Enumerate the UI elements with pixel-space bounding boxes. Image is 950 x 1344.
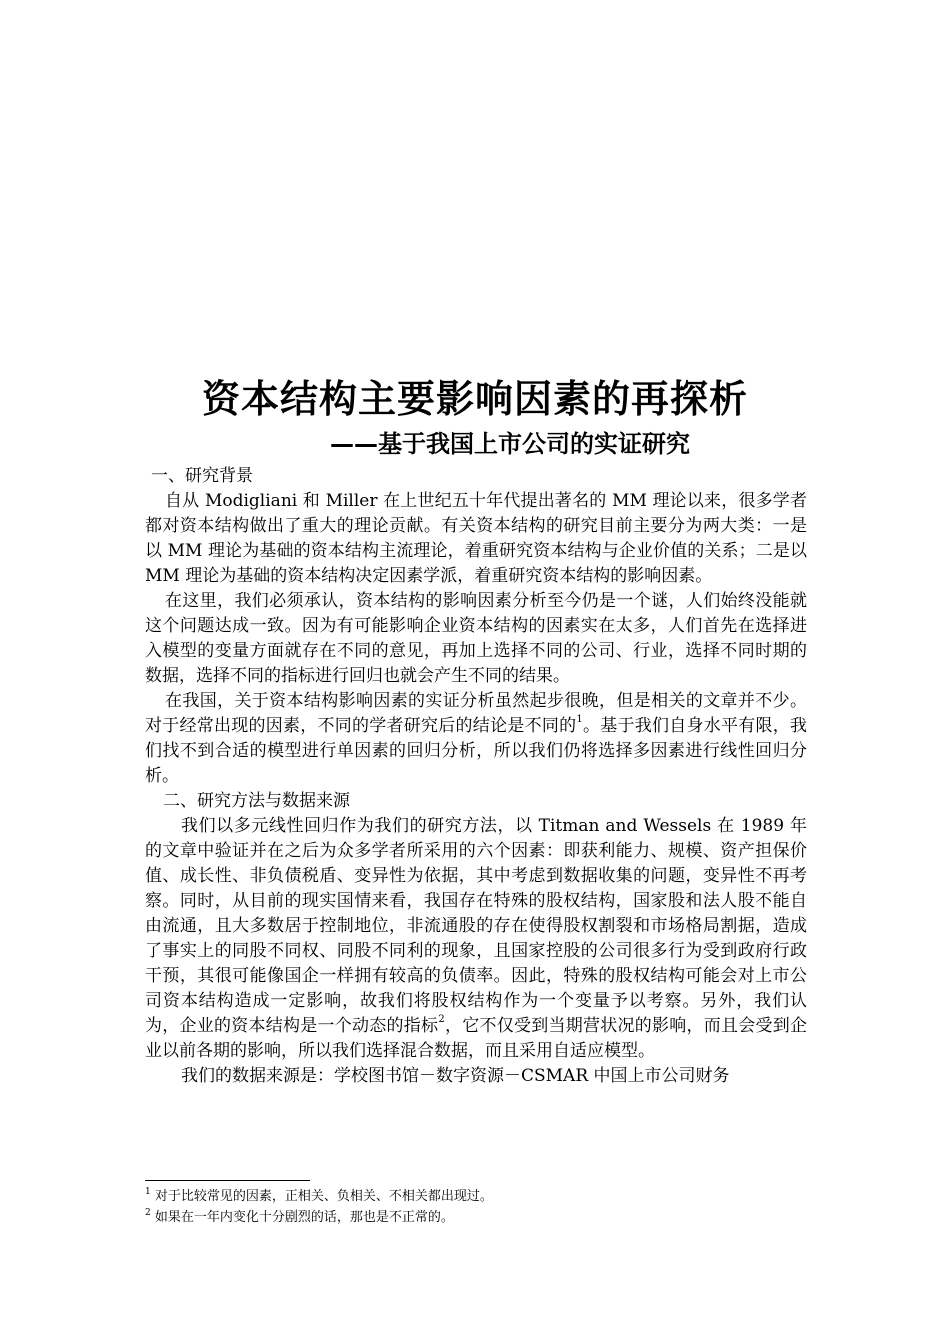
section-heading-background: 一、研究背景 bbox=[151, 466, 253, 486]
footnotes bbox=[145, 1186, 807, 1228]
footnote-ref-1[interactable]: 1 bbox=[576, 714, 583, 725]
section-heading-methods: 二、研究方法与数据来源 bbox=[163, 791, 350, 811]
paper-title: 资本结构主要影响因素的再探析 bbox=[201, 377, 748, 421]
paragraph-3 bbox=[145, 689, 807, 789]
paragraph-2: 在这里，我们必须承认，资本结构的影响因素分析至今仍是一个谜，人们始终没能就这个问题达成一致。因为有可能影响企业资本结构的因素实在太多，人们首先在选择进入模型的变量方面就存在不同的意见，再加上选择不同的公司、行业，选择不同时期的数据，选择不同的指标进行回归也就会产生不同的结果。 bbox=[145, 591, 807, 686]
paper-body bbox=[145, 464, 807, 1089]
paragraph-5: 我们的数据来源是：学校图书馆－数字资源－CSMAR 中国上市公司财务 bbox=[181, 1066, 730, 1086]
paper-subtitle: ——基于我国上市公司的实证研究 bbox=[330, 430, 690, 458]
paragraph-3-text-a: 在我国，关于资本结构影响因素的实证分析虽然起步很晚，但是相关的文章并不少。对于经常出现的因素，不同的学者研究后的结论是不同的 bbox=[145, 691, 807, 736]
footnote-1-text: 对于比较常见的因素，正相关、负相关、不相关都出现过。 bbox=[154, 1189, 493, 1204]
footnote-ref-2[interactable]: 2 bbox=[438, 1014, 445, 1025]
footnote-2 bbox=[145, 1207, 807, 1228]
paragraph-4 bbox=[145, 814, 807, 1064]
footnote-1-mark: 1 bbox=[145, 1187, 151, 1197]
paragraph-3-text-b: 。基于我们自身水平有限，我们找不到合适的模型进行单因素的回归分析，所以我们仍将选择多因素进行线性回归分析。 bbox=[145, 716, 808, 786]
footnote-2-mark: 2 bbox=[145, 1208, 151, 1218]
footnote-divider bbox=[145, 1180, 310, 1181]
paragraph-1: 自从 Modigliani 和 Miller 在上世纪五十年代提出著名的 MM 理论以来，很多学者都对资本结构做出了重大的理论贡献。有关资本结构的研究目前主要分为两大类：一是以 MM 理论为基础的资本结构主流理论，着重研究资本结构与企业价值的关系；二是以 MM 理论为基础的资本结构决定因素学派，着重研究资本结构的影响因素。 bbox=[145, 491, 807, 586]
footnote-2-text: 如果在一年内变化十分剧烈的话，那也是不正常的。 bbox=[154, 1210, 454, 1225]
footnote-1 bbox=[145, 1186, 807, 1207]
paragraph-4-text-a: 我们以多元线性回归作为我们的研究方法，以 Titman and Wessels 在 1989 年的文章中验证并在之后为众多学者所采用的六个因素：即获利能力、规模、资产担保价值、成长性、非负债税盾、变异性为依据，其中考虑到数据收集的问题，变异性不再考察。同时，从目前的现实国情来看，我国存在特殊的股权结构，国家股和法人股不能自由流通，且大多数居于控制地位，非流通股的存在使得股权割裂和市场格局割据，造成了事实上的同股不同权、同股不同利的现象，且国家控股的公司很多行为受到政府行政干预，其很可能像国企一样拥有较高的负债率。因此，特殊的股权结构可能会对上市公司资本结构造成一定影响，故我们将股权结构作为一个变量予以考察。另外，我们认为，企业的资本结构是一个动态的指标 bbox=[145, 816, 807, 1036]
paragraph-4-text-b: ，它不仅受到当期营状况的影响，而且会受到企业以前各期的影响，所以我们选择混合数据，而且采用自适应模型。 bbox=[145, 1016, 808, 1061]
